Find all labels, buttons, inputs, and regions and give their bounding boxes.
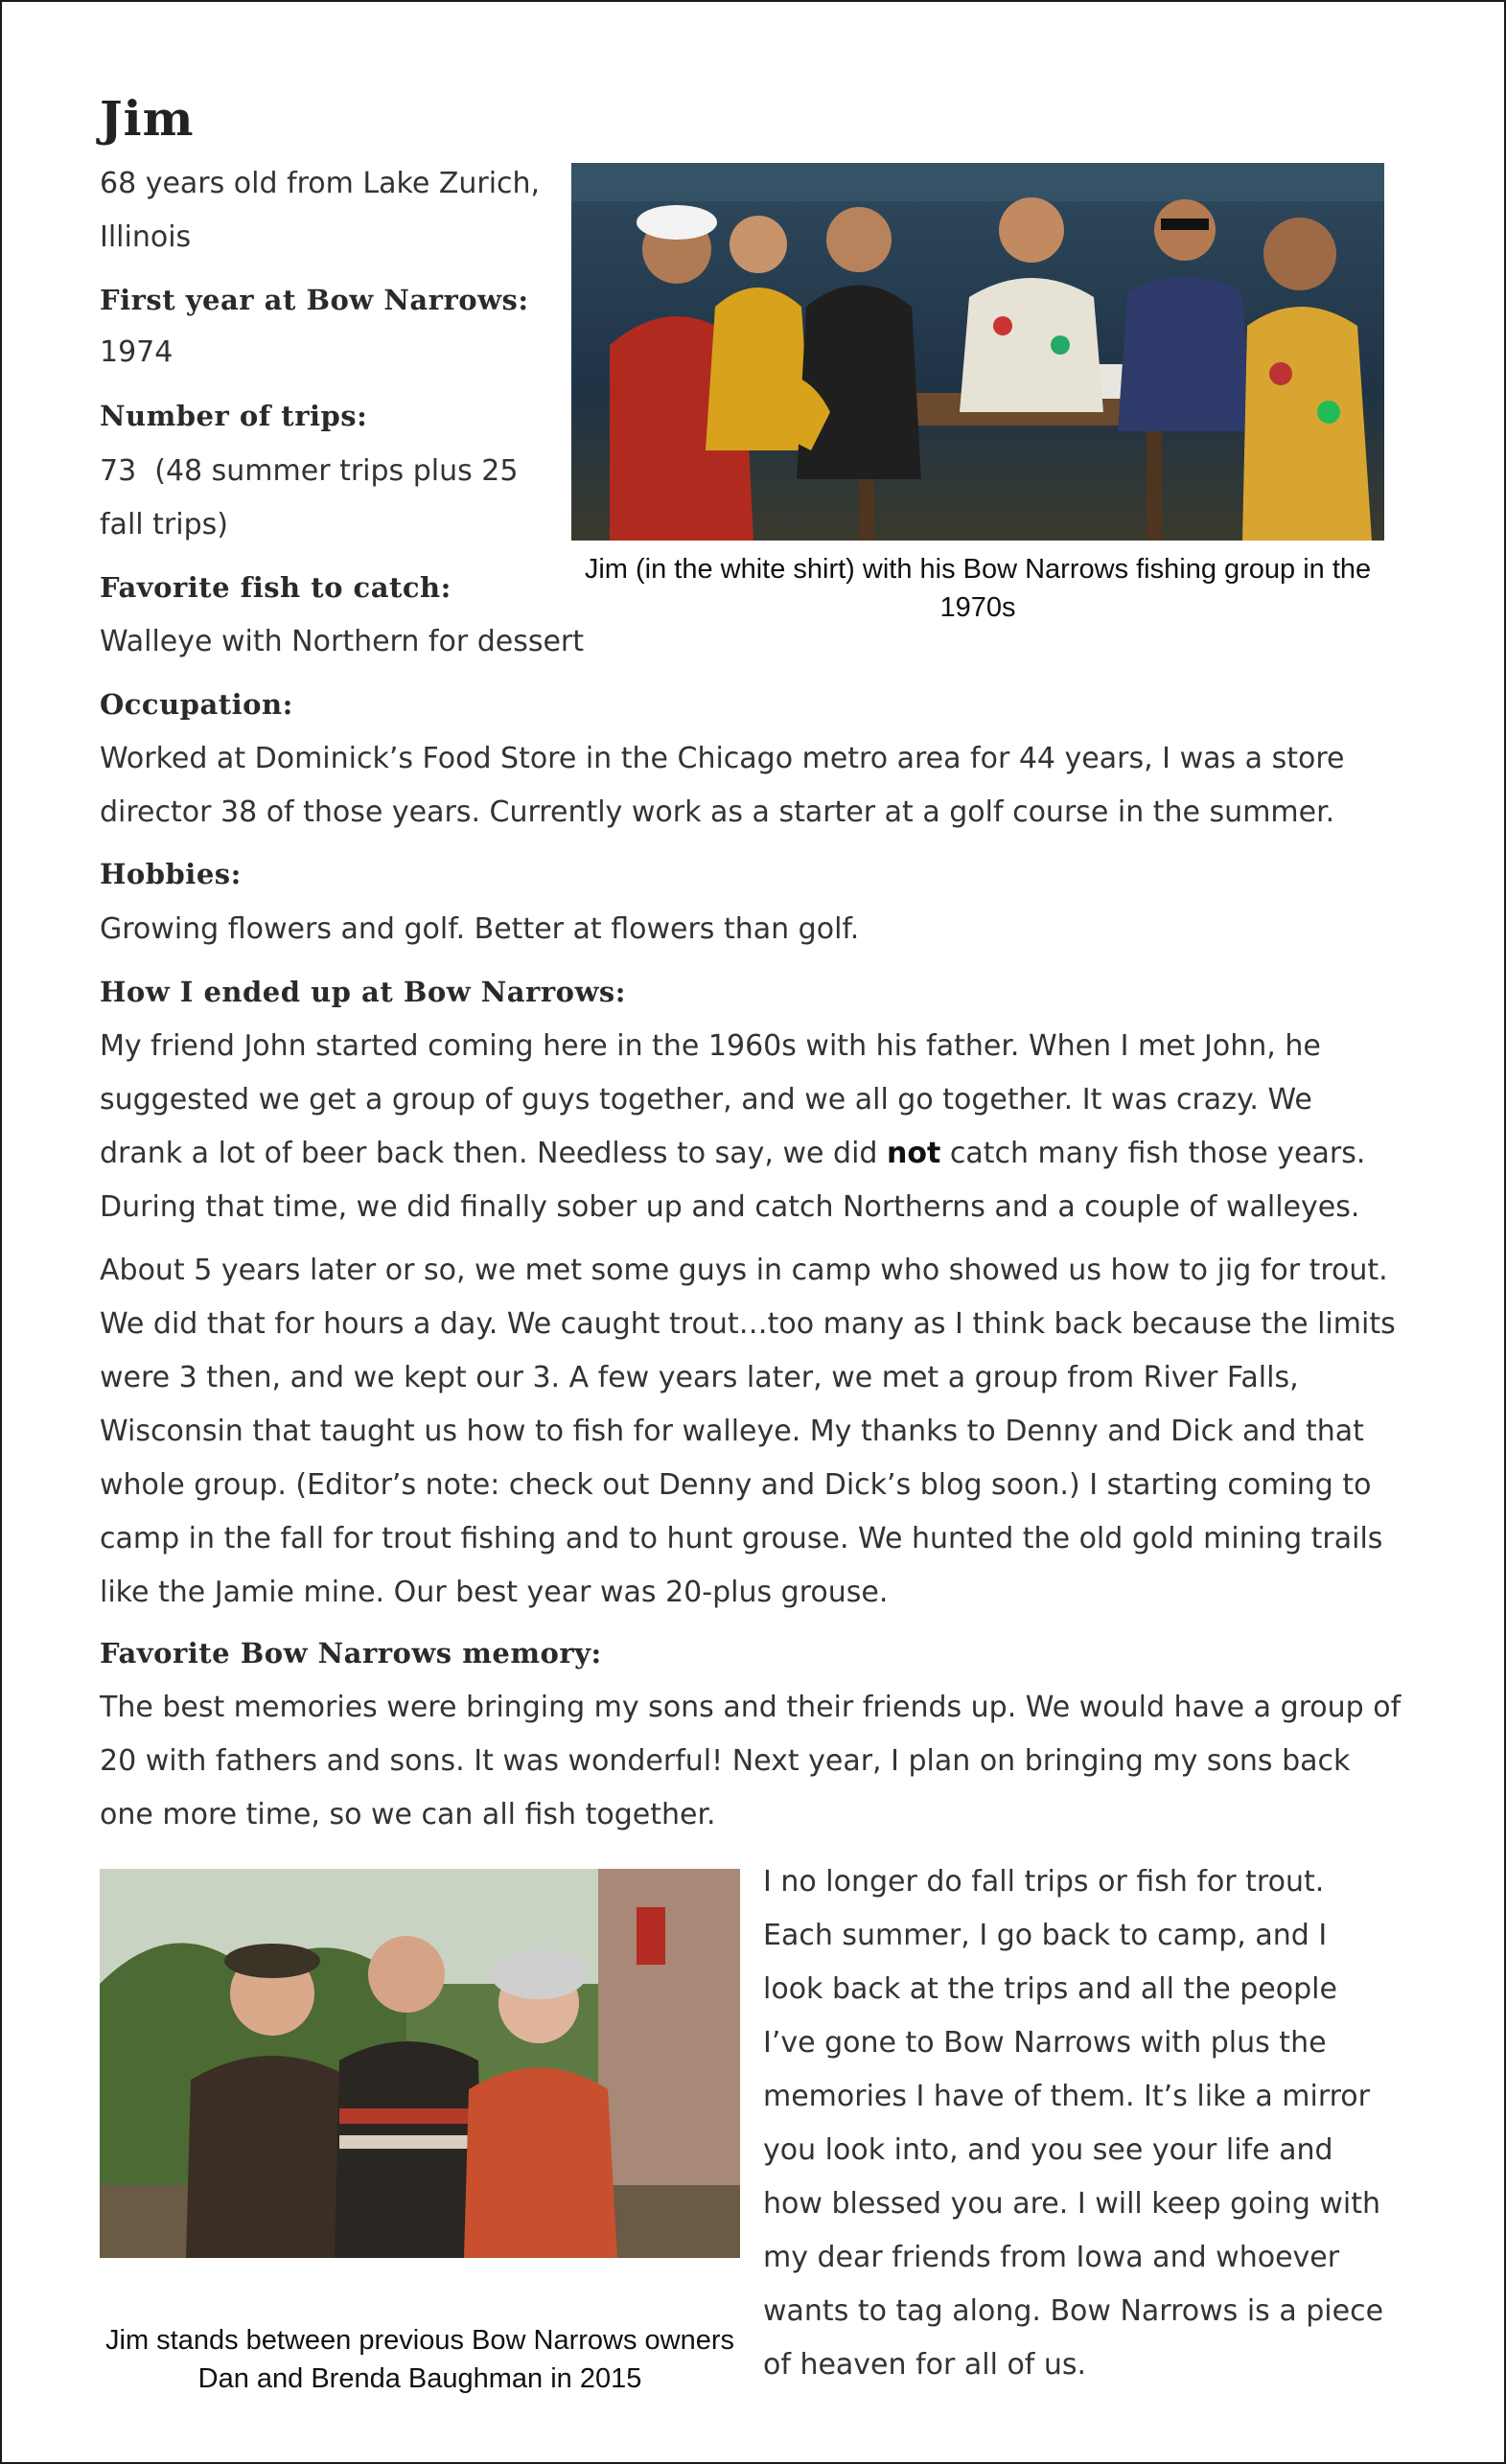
fish-heading: Favorite fish to catch: — [100, 571, 452, 604]
first-year-heading: First year at Bow Narrows: — [100, 284, 529, 316]
hobbies-heading: Hobbies: — [100, 858, 242, 890]
profile-name: Jim — [100, 90, 195, 147]
first-year-value: 1974 — [100, 335, 174, 369]
trips-heading: Number of trips: — [100, 400, 368, 432]
group-photo-image — [571, 163, 1384, 541]
how-paragraph-2: About 5 years later or so, we met some guys in camp who showed us how to jig for trout. We did that for hours a day. We caught trout…too many as I think back because the limits were 3 then, and we kept our 3. A few years later, we met a group from River Falls, Wisconsin that taught us how to fish for walleye. My thanks to Denny and Dick and that whole group. (Editor’s note: check out Denny and Dick’s blog soon.) I starting coming to camp in the fall for trout fishing and to hunt grouse. We hunted the old gold mining trails like the Jamie mine. Our best year was 20-plus grouse. — [100, 1254, 1396, 1609]
how-paragraph-1-start: My friend John started coming here in the 1960s with his father. When I met John, he suggested we get a group of guys together, and we all go together. It was crazy. We drank a lot of beer back then. Needless to say, we did — [100, 1029, 1321, 1170]
owners-photo-caption: Jim stands between previous Bow Narrows owners Dan and Brenda Baughman in 2015 — [105, 2325, 734, 2394]
how-paragraph-1 — [100, 1020, 1403, 1234]
age-location: 68 years old from Lake Zurich, Illinois — [100, 167, 541, 254]
group-photo — [571, 163, 1384, 541]
how-heading: How I ended up at Bow Narrows: — [100, 976, 626, 1008]
occupation-text: Worked at Dominick’s Food Store in the Chicago metro area for 44 years, I was a store director 38 of those years. Currently work as a starter at a golf course in the summer. — [100, 742, 1345, 829]
memory-text: The best memories were bringing my sons and their friends up. We would have a group of 20 with fathers and sons. It was wonderful! Next year, I plan on bringing my sons back one more time, so we can all fish together. — [100, 1691, 1402, 1831]
closing-text: I no longer do fall trips or fish for trout. Each summer, I go back to camp, and I look back at the trips and all the people I’ve gone to Bow Narrows with plus the memories I have of them. It’s like a mirror you look into, and you see your life and how blessed you are. I will keep going with my dear friends from Iowa and whoever wants to tag along. Bow Narrows is a piece of heaven for all of us. — [763, 1865, 1384, 2382]
owners-photo-image — [100, 1869, 740, 2258]
memory-heading: Favorite Bow Narrows memory: — [100, 1637, 602, 1670]
group-photo-caption: Jim (in the white shirt) with his Bow Narrows fishing group in the 1970s — [584, 554, 1372, 623]
trips-value: 73 (48 summer trips plus 25 fall trips) — [100, 454, 527, 541]
occupation-heading: Occupation: — [100, 688, 293, 721]
how-paragraph-1-end: catch many fish those years. During that time, we did finally sober up and catch Northerns and a couple of walleyes. — [100, 1137, 1366, 1224]
hobbies-text: Growing flowers and golf. Better at flowers than golf. — [100, 912, 860, 946]
fish-value: Walleye with Northern for dessert — [100, 625, 585, 658]
owners-photo — [100, 1869, 740, 2258]
how-paragraph-1-emphasis: not — [887, 1137, 941, 1170]
